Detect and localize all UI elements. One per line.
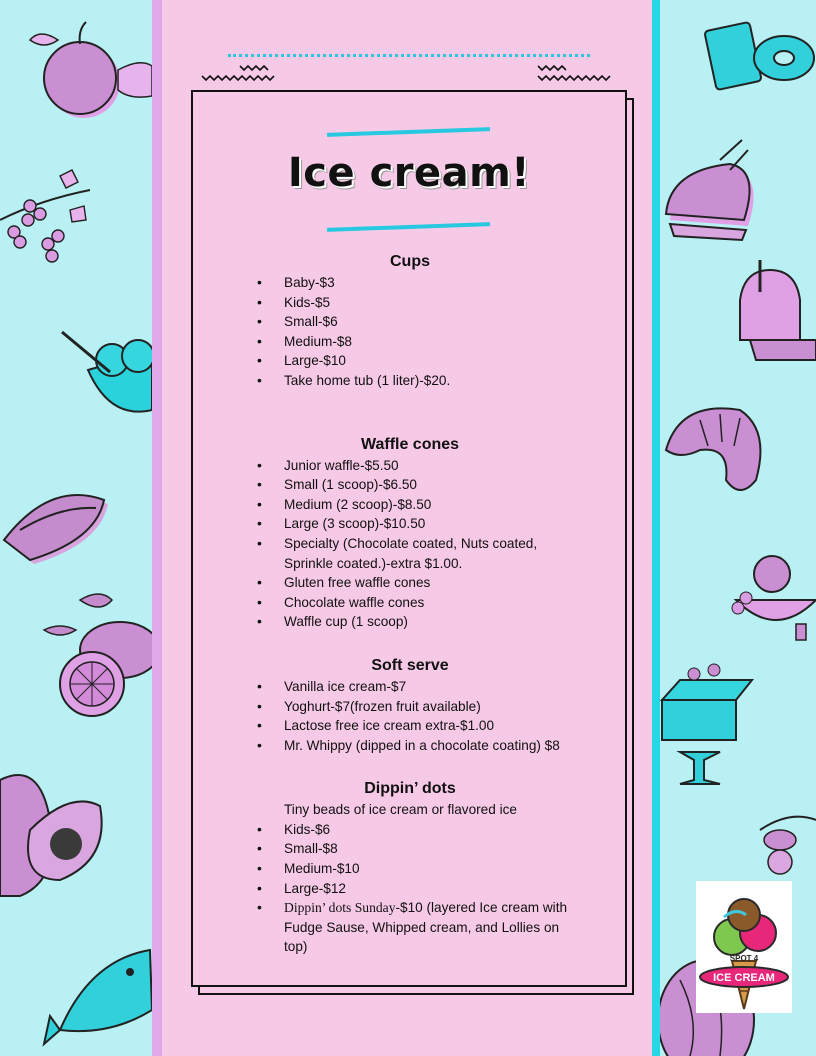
- squiggle-top-right: [536, 62, 616, 82]
- section-heading: Cups: [390, 253, 430, 270]
- list-item: [210, 898, 610, 957]
- cake-icon: [662, 664, 752, 784]
- list-item: • Small-$6: [210, 312, 610, 332]
- list-item: • Medium-$10: [210, 859, 610, 879]
- avocado-icon: [0, 775, 102, 896]
- cherries-icon: [760, 817, 816, 874]
- menu-content: [210, 251, 610, 957]
- sandwich-icon: [4, 495, 108, 564]
- list-item: • Medium (2 scoop)-$8.50: [210, 495, 610, 515]
- croissant-icon: [666, 408, 760, 490]
- list-item: • Specialty (Chocolate coated, Nuts coated, Sprinkle coated.)-extra $1.00.: [210, 534, 610, 573]
- list-item: • Mr. Whippy (dipped in a chocolate coating) $8: [210, 736, 610, 756]
- section-soft-serve: [210, 655, 610, 755]
- list-item: • Large-$12: [210, 879, 610, 899]
- list-item: • Large (3 scoop)-$10.50: [210, 514, 610, 534]
- section-heading: Dippin’ dots: [364, 780, 456, 798]
- list-item: • Vanilla ice cream-$7: [210, 677, 610, 697]
- brand-logo: [696, 881, 792, 1013]
- list-item: • Gluten free waffle cones: [210, 573, 610, 593]
- list-item: • Large-$10: [210, 351, 610, 371]
- sundae-icon: [62, 332, 152, 412]
- left-accent-stripe: [152, 0, 162, 1056]
- logo-text-main: ICE CREAM: [713, 972, 775, 984]
- list-item: • Chocolate waffle cones: [210, 593, 610, 613]
- section-dippin-dots: [210, 778, 610, 957]
- list-item: • Lactose free ice cream extra-$1.00: [210, 716, 610, 736]
- logo-text-top: SPOT 4: [729, 954, 759, 963]
- price-list: [210, 273, 610, 391]
- section-heading: Soft serve: [371, 656, 449, 674]
- fish-icon: [44, 950, 152, 1044]
- list-item: • Medium-$8: [210, 332, 610, 352]
- roast-chicken-icon: [666, 140, 754, 240]
- left-decor-panel: [0, 0, 152, 1056]
- section-waffle-cones: [210, 434, 610, 632]
- price-list: [210, 820, 610, 957]
- section-note: Tiny beads of ice cream or flavored ice: [284, 802, 517, 818]
- orange-icon: [44, 594, 152, 716]
- list-item: • Kids-$5: [210, 293, 610, 313]
- list-item: • Yoghurt-$7(frozen fruit available): [210, 697, 610, 717]
- salt-shaker-icon: [740, 260, 816, 360]
- right-accent-stripe: [652, 0, 660, 1056]
- fruit-bowl-icon: [732, 556, 816, 640]
- grapes-icon: [0, 170, 90, 262]
- section-cups: [210, 251, 610, 391]
- price-list: [210, 456, 610, 632]
- list-item: • Small (1 scoop)-$6.50: [210, 475, 610, 495]
- item-name: Dippin’ dots Sunday: [284, 900, 396, 916]
- price-list: [210, 677, 610, 755]
- list-item: • Kids-$6: [210, 820, 610, 840]
- dotted-divider: [228, 54, 590, 57]
- apple-icon: [30, 22, 152, 118]
- list-item: • Small-$8: [210, 839, 610, 859]
- list-item: • Baby-$3: [210, 273, 610, 293]
- ice-cream-logo-icon: [696, 881, 792, 1013]
- page-title: Ice cream!: [287, 150, 531, 196]
- squiggle-top-left: [200, 62, 280, 82]
- coffee-donut-icon: [704, 22, 814, 90]
- list-item: • Waffle cup (1 scoop): [210, 612, 610, 632]
- list-item: • Junior waffle-$5.50: [210, 456, 610, 476]
- list-item: • Take home tub (1 liter)-$20.: [210, 371, 610, 391]
- left-doodles: [0, 0, 152, 1056]
- item-detail: -$10 (layered Ice cream with Fudge Sause, Whipped cream, and Lollies on top): [284, 900, 568, 955]
- section-heading: Waffle cones: [360, 435, 460, 453]
